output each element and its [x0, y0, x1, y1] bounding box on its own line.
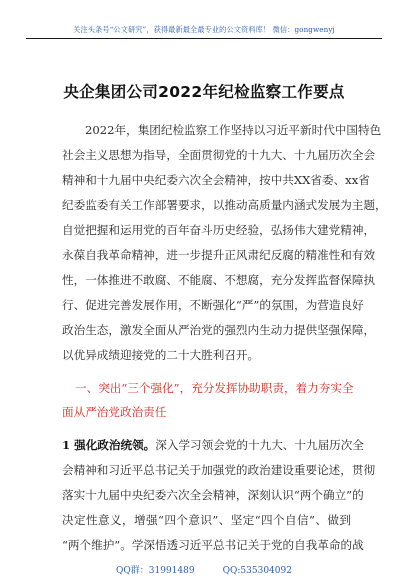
item-1-line: 会精神和习近平总书记关于加强党的政治建设重要论述，贯彻	[62, 463, 376, 477]
intro-line: 精神和十九届中央纪委六次全会精神，按中共XX省委、xx省	[62, 173, 370, 187]
item-1-line: 落实十九届中央纪委六次全会精神，深刻认识“两个确立”的	[62, 488, 364, 502]
page-title: 央企集团公司2022年纪检监察工作要点	[63, 83, 345, 101]
intro-line: 纪委监委有关工作部署要求，以推动高质量内涵式发展为主题，	[62, 198, 387, 212]
section-heading: 一、突出“三个强化”，充分发挥协助职责，着力夯实全	[75, 381, 354, 395]
section-heading: 面从严治党政治责任	[62, 405, 167, 419]
item-1-line: 决定性意义，增强“四个意识”、坚定“四个自信”、做到	[62, 513, 351, 527]
footer-qq-group: QQ群：31991489	[116, 566, 195, 576]
header-divider	[26, 38, 382, 39]
intro-line: 自觉把握和运用党的百年奋斗历史经验，弘扬伟大建党精神，	[62, 223, 376, 237]
intro-line: 政治生态，激发全面从严治党的强烈内生动力提供坚强保障，	[62, 323, 376, 337]
item-1-first-line	[62, 438, 364, 452]
page-footer	[0, 563, 408, 576]
intro-line: 以优异成绩迎接党的二十大胜利召开。	[62, 348, 260, 362]
item-1-line: “两个维护”。学深悟透习近平总书记关于党的自我革命的战	[62, 538, 364, 552]
footer-qq: QQ:535304092	[222, 566, 292, 576]
intro-line: 2022年，集团纪检监察工作坚持以习近平新时代中国特色	[85, 123, 382, 137]
intro-line: 永葆自我革命精神，进一步提升正风肃纪反腐的精准性和有效	[62, 248, 376, 262]
intro-line: 性，一体推进不敢腐、不能腐、不想腐，充分发挥监督保障执	[62, 273, 376, 287]
header-banner: 关注头条号“公文研究”，获得最新最全最专业的公文资料库！ 微信：gongwenyj	[73, 25, 335, 34]
item-1-text: 深入学习领会党的十九大、十九届历次全	[155, 438, 364, 452]
intro-line: 社会主义思想为指导，全面贯彻党的十九大、十九届历次全会	[62, 148, 376, 162]
item-1-lead: 1 强化政治统领。	[62, 438, 156, 452]
intro-line: 行、促进完善发展作用，不断强化“严”的氛围，为营造良好	[62, 298, 364, 312]
